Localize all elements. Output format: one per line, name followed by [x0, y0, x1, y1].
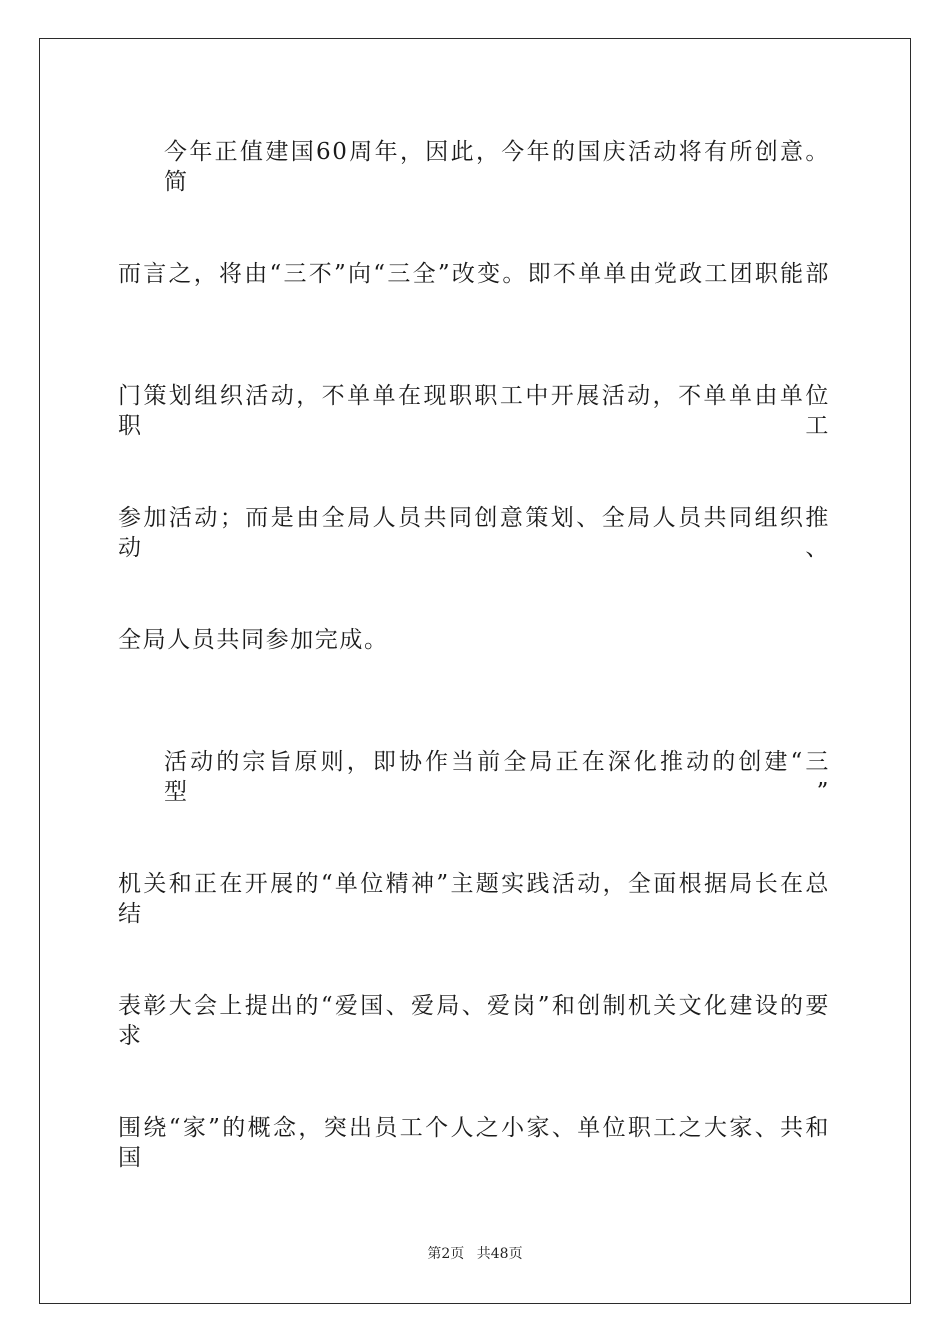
- page-number: 第2页: [427, 1246, 465, 1262]
- paragraph-line: 今年正值建国60周年，因此，今年的国庆活动将有所创意。简: [164, 139, 830, 195]
- paragraph-line: 全局人员共同参加完成。: [118, 627, 389, 653]
- page-footer: [0, 1243, 950, 1263]
- paragraph-line: 围绕“家”的概念，突出员工个人之小家、单位职工之大家、共和国: [118, 1115, 830, 1171]
- paragraph-line: 机关和正在开展的“单位精神”主题实践活动，全面根据局长在总结: [118, 871, 830, 927]
- paragraph-line: 参加活动；而是由全局人员共同创意策划、全局人员共同组织推动、: [118, 505, 830, 561]
- paragraph-line: 表彰大会上提出的“爱国、爱局、爱岗”和创制机关文化建设的要求: [118, 993, 830, 1049]
- page-total: 共48页: [476, 1246, 523, 1262]
- paragraph-line: 门策划组织活动，不单单在现职职工中开展活动，不单单由单位职工: [118, 383, 830, 439]
- paragraph-line: 而言之，将由“三不”向“三全”改变。即不单单由党政工团职能部: [118, 261, 830, 287]
- paragraph-line: 活动的宗旨原则，即协作当前全局正在深化推动的创建“三型”: [164, 749, 830, 805]
